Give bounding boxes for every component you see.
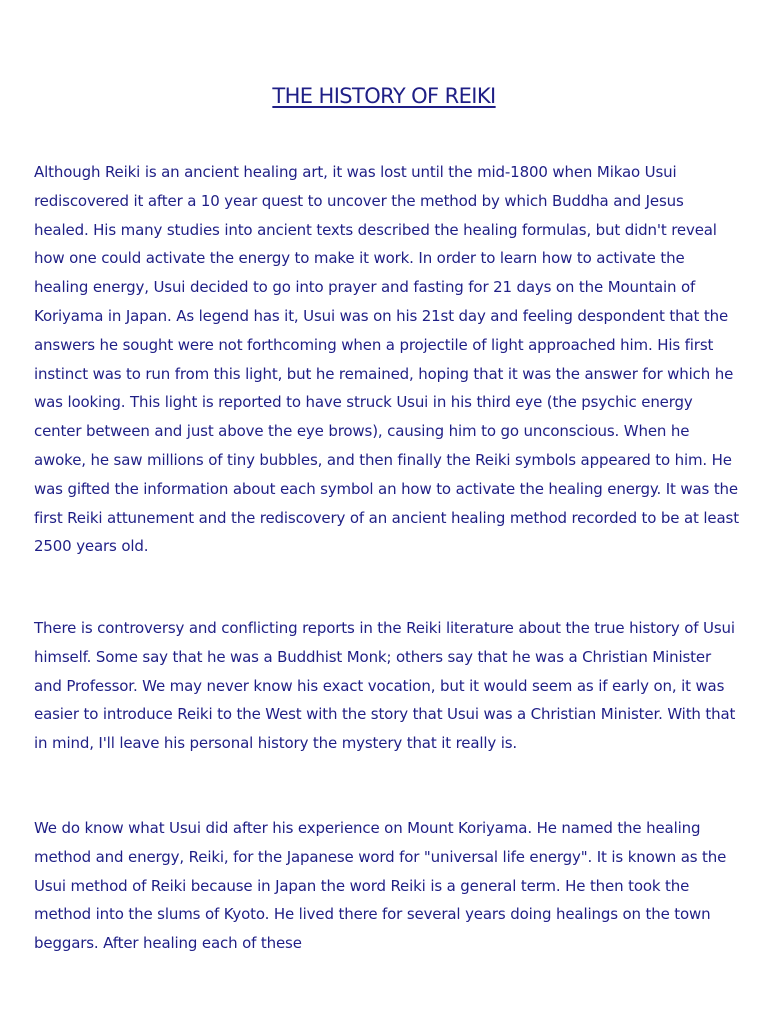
paragraph-1: Although Reiki is an ancient healing art, it was lost until the mid-1800 when Mikao Usui rediscovered it after a 10 year quest to uncover the method by which Buddha and Jesus healed. His many studies into ancient texts described the healing formulas, but didn't reveal how one could activate the energy to make it work. In order to learn how to activate the healing energy, Usui decided to go into prayer and fasting for 21 days on the Mountain of Koriyama in Japan. As legend has it, Usui was on his 21st day and feeling despondent that the answers he sought were not forthcoming when a projectile of light approached him. His first instinct was to run from this light, but he remained, hoping that it was the answer for which he was looking. This light is reported to have struck Usui in his third eye (the psychic energy center between and just above the eye brows), causing him to go unconscious. When he awoke, he saw millions of tiny bubbles, and then finally the Reiki symbols appeared to him. He was gifted the information about each symbol an how to activate the healing energy. It was the first Reiki attunement and the rediscovery of an ancient healing method recorded to be at least 2500 years old. — [34, 163, 739, 556]
paragraph-2: There is controversy and conflicting reports in the Reiki literature about the true history of Usui himself. Some say that he was a Buddhist Monk; others say that he was a Christian Minister and Professor. We may never know his exact vocation, but it would seem as if early on, it was easier to introduce Reiki to the West with the story that Usui was a Christian Minister. With that in mind, I'll leave his personal history the mystery that it really is. — [34, 619, 736, 753]
paragraph-3: We do know what Usui did after his experience on Mount Koriyama. He named the healing method and energy, Reiki, for the Japanese word for "universal life energy". It is known as the Usui method of Reiki because in Japan the word Reiki is a general term. He then took the method into the slums of Kyoto. He lived there for several years doing healings on the town beggars. After healing each of these — [34, 819, 727, 953]
document-title: THE HISTORY OF REIKI — [272, 84, 496, 108]
